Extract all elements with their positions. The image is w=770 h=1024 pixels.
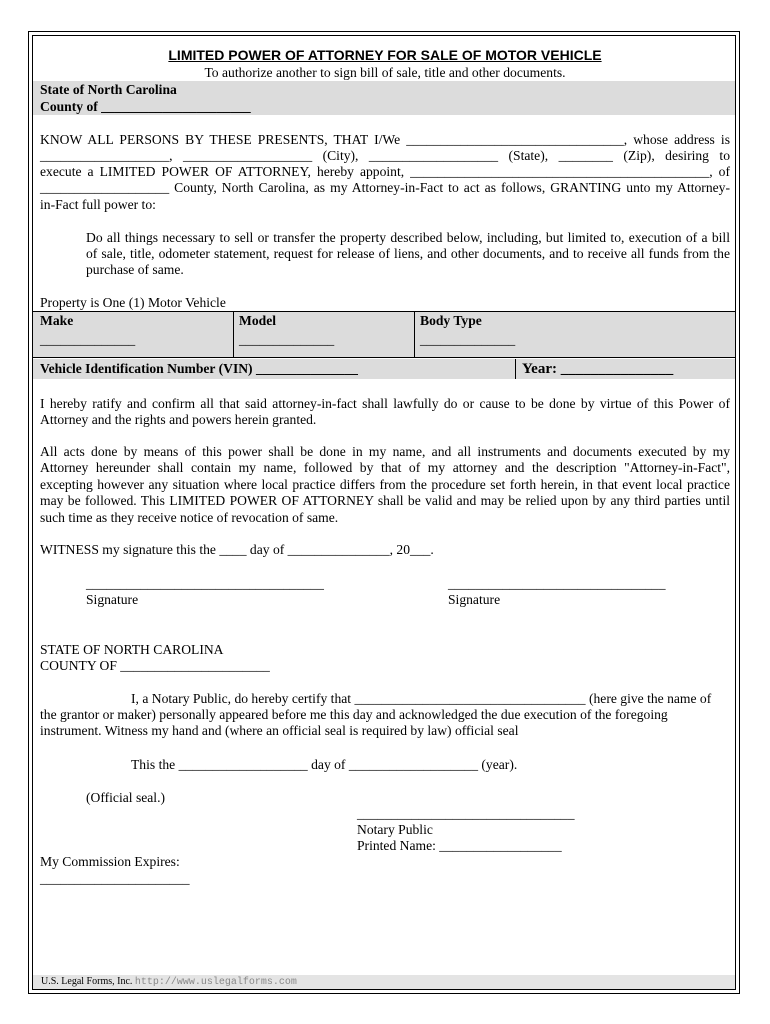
signature-label-right: Signature — [448, 592, 501, 607]
vehicle-table — [33, 311, 735, 357]
model-field[interactable]: ______________ — [239, 332, 335, 347]
signature-label-left: Signature — [86, 592, 139, 607]
signature-line-left[interactable]: ___________________________________ — [86, 576, 324, 591]
powers-line-3: purchase of same. — [86, 262, 184, 277]
powers-line-2: of sale, title, odometer statement, request for release of liens, and other documents, and to receive all funds from the — [86, 246, 730, 261]
acts-line-1: All acts done by means of this power shall be done in my name, and all instruments and documents executed by my — [40, 444, 730, 459]
powers-line-1: Do all things necessary to sell or transfer the property described below, including, but limited to, execution of a bill — [86, 230, 730, 245]
this-the-line[interactable]: This the ___________________ day of ___________________ (year). — [131, 757, 518, 772]
notary-county-label[interactable]: COUNTY OF ______________________ — [40, 658, 270, 673]
intro-line-2[interactable]: ___________________, ___________________ (City), ___________________ (State), ________ (Zip), desiring to — [40, 148, 730, 163]
acts-line-5: such time as they receive notice of revocation of same. — [40, 510, 339, 525]
printed-name-field[interactable]: Printed Name: __________________ — [357, 838, 562, 853]
acts-line-3: excepting however any situation where local practice differs from the procedure set forth herein, in that event local practice — [40, 477, 730, 492]
intro-line-5: in-Fact full power to: — [40, 197, 156, 212]
footer-company: U.S. Legal Forms, Inc. — [41, 976, 133, 987]
notary-line-1[interactable]: I, a Notary Public, do hereby certify that __________________________________ (here give the name of — [131, 691, 712, 706]
witness-line[interactable]: WITNESS my signature this the ____ day of _______________, 20___. — [40, 542, 434, 557]
document-title: LIMITED POWER OF ATTORNEY FOR SALE OF MOTOR VEHICLE — [168, 47, 602, 63]
vin-field[interactable]: Vehicle Identification Number (VIN) _______________ — [40, 361, 358, 376]
footer-url-link[interactable]: http://www.uslegalforms.com — [134, 977, 297, 988]
document-subtitle: To authorize another to sign bill of sale, title and other documents. — [204, 65, 566, 80]
year-field[interactable]: Year: _______________ — [522, 361, 674, 377]
ratify-line-2: Attorney and the rights and powers herein granted. — [40, 412, 317, 427]
acts-line-4: may be followed. This LIMITED POWER OF ATTORNEY shall be valid and may be relied upon by any third parties until — [40, 493, 730, 508]
intro-line-3[interactable]: execute a LIMITED POWER OF ATTORNEY, hereby appoint, ____________________________________________, of — [40, 164, 730, 179]
notary-state-label: STATE OF NORTH CAROLINA — [40, 642, 224, 657]
signature-line-right[interactable]: ________________________________ — [448, 576, 666, 591]
notary-line-3: instrument. Witness my hand and (where an official seal is required by law) official seal — [40, 723, 519, 738]
commission-field[interactable]: ______________________ — [40, 871, 190, 886]
make-label: Make — [40, 313, 74, 328]
intro-line-1[interactable]: KNOW ALL PERSONS BY THESE PRESENTS, THAT I/We ________________________________, whose address is — [40, 132, 730, 147]
body-type-field[interactable]: ______________ — [420, 332, 516, 347]
body-type-label: Body Type — [420, 313, 482, 328]
official-seal: (Official seal.) — [86, 790, 166, 805]
commission-label: My Commission Expires: — [40, 854, 180, 869]
notary-signature-line[interactable]: ________________________________ — [357, 806, 575, 821]
county-label[interactable]: County of ______________________ — [40, 99, 251, 114]
acts-line-2: Attorney hereunder shall contain my name, followed by that of my attorney and the description "Attorney-in-Fact", — [40, 460, 730, 475]
intro-line-4[interactable]: ___________________ County, North Carolina, as my Attorney-in-Fact to act as follows, GRANTING unto my Attorney- — [40, 180, 730, 195]
property-heading: Property is One (1) Motor Vehicle — [40, 295, 226, 310]
make-field[interactable]: ______________ — [40, 332, 136, 347]
notary-line-2: the grantor or maker) personally appeared before me this day and acknowledged the due execution of the foregoing — [40, 707, 668, 722]
state-label: State of North Carolina — [40, 82, 177, 97]
notary-public-label: Notary Public — [357, 822, 433, 837]
ratify-line-1: I hereby ratify and confirm all that said attorney-in-fact shall lawfully do or cause to be done by virtue of this Power of — [40, 396, 730, 411]
model-label: Model — [239, 313, 276, 328]
footer-bar — [33, 975, 735, 989]
